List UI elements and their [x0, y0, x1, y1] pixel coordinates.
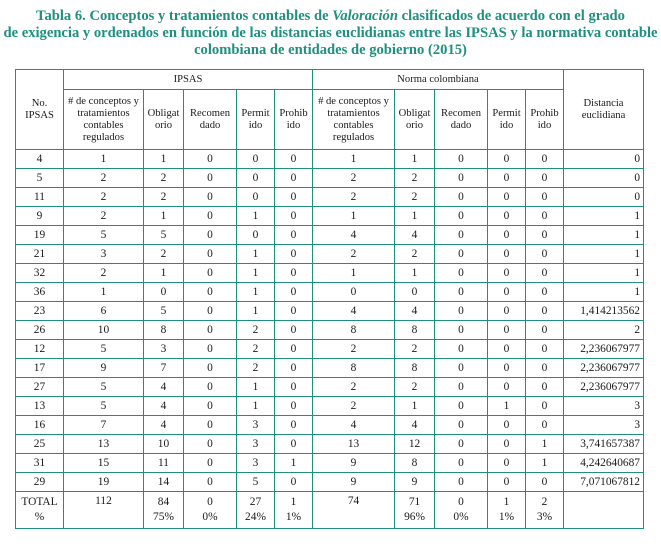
cell-ipsas-permitido: 3: [237, 435, 275, 454]
cell-norma-obligatorio: 2: [395, 245, 435, 264]
cell-ipsas-permitido: 2: [237, 340, 275, 359]
cell-ipsas-recomendado: 0: [184, 454, 237, 473]
cell-ipsas-permitido: 2: [237, 359, 275, 378]
cell-norma-permitido: 0: [488, 359, 526, 378]
cell-ipsas-recomendado: 0: [184, 169, 237, 188]
cell-norma-permitido: 1: [488, 397, 526, 416]
cell-ipsas-conceptos: 1: [64, 150, 144, 169]
cell-no-ipsas: 12: [16, 340, 64, 359]
header-ipsas-prohibido: Prohibido: [275, 90, 313, 150]
cell-norma-prohibido: 0: [526, 340, 564, 359]
cell-ipsas-prohibido: 0: [275, 397, 313, 416]
cell-ipsas-obligatorio: 1: [144, 150, 184, 169]
cell-ipsas-obligatorio: 8: [144, 321, 184, 340]
cell-ipsas-prohibido: 0: [275, 359, 313, 378]
total-ipsas-recomendado: 0 0%: [184, 492, 237, 529]
cell-no-ipsas: 19: [16, 226, 64, 245]
cell-distancia: 1: [564, 207, 644, 226]
table-row: [16, 188, 644, 207]
total-norma-permitido: 1 1%: [488, 492, 526, 529]
total-ipsas-permitido: 27 24%: [237, 492, 275, 529]
cell-distancia: 2,236067977: [564, 378, 644, 397]
cell-norma-conceptos: 4: [313, 416, 395, 435]
header-norma-obligatorio: Obligatorio: [395, 90, 435, 150]
cell-ipsas-prohibido: 0: [275, 226, 313, 245]
total-label-cell: TOTAL %: [16, 492, 64, 529]
data-table: [15, 69, 644, 529]
cell-norma-permitido: 0: [488, 473, 526, 492]
cell-norma-obligatorio: 1: [395, 264, 435, 283]
cell-no-ipsas: 27: [16, 378, 64, 397]
table-row: [16, 283, 644, 302]
cell-ipsas-recomendado: 0: [184, 226, 237, 245]
cell-ipsas-permitido: 0: [237, 188, 275, 207]
cell-ipsas-conceptos: 5: [64, 397, 144, 416]
table-row: [16, 435, 644, 454]
cell-norma-permitido: 0: [488, 264, 526, 283]
cell-distancia: 2: [564, 321, 644, 340]
cell-ipsas-recomendado: 0: [184, 397, 237, 416]
cell-ipsas-permitido: 0: [237, 150, 275, 169]
cell-norma-conceptos: 1: [313, 207, 395, 226]
total-distancia: [564, 492, 644, 529]
table-body: [16, 150, 644, 492]
cell-norma-permitido: 0: [488, 454, 526, 473]
cell-ipsas-conceptos: 10: [64, 321, 144, 340]
cell-norma-prohibido: 0: [526, 359, 564, 378]
cell-norma-prohibido: 0: [526, 378, 564, 397]
cell-norma-conceptos: 0: [313, 283, 395, 302]
cell-ipsas-obligatorio: 4: [144, 378, 184, 397]
cell-ipsas-obligatorio: 14: [144, 473, 184, 492]
total-norma-obligatorio: 71 96%: [395, 492, 435, 529]
cell-ipsas-recomendado: 0: [184, 340, 237, 359]
cell-ipsas-obligatorio: 3: [144, 340, 184, 359]
header-norma-recomendado: Recomendado: [435, 90, 488, 150]
cell-norma-recomendado: 0: [435, 454, 488, 473]
cell-distancia: 1: [564, 264, 644, 283]
cell-ipsas-recomendado: 0: [184, 188, 237, 207]
header-norma-conceptos: # de conceptos y tratamientos contables regulados: [313, 90, 395, 150]
total-row: [16, 492, 644, 529]
cell-norma-permitido: 0: [488, 226, 526, 245]
cell-norma-conceptos: 1: [313, 150, 395, 169]
cell-norma-prohibido: 0: [526, 264, 564, 283]
cell-norma-obligatorio: 1: [395, 207, 435, 226]
cell-ipsas-recomendado: 0: [184, 378, 237, 397]
caption-line-3: colombiana de entidades de gobierno (2015): [194, 42, 467, 58]
cell-ipsas-prohibido: 0: [275, 245, 313, 264]
cell-norma-permitido: 0: [488, 416, 526, 435]
cell-no-ipsas: 26: [16, 321, 64, 340]
cell-no-ipsas: 25: [16, 435, 64, 454]
cell-norma-conceptos: 4: [313, 302, 395, 321]
cell-no-ipsas: 9: [16, 207, 64, 226]
cell-norma-obligatorio: 2: [395, 340, 435, 359]
table-row: [16, 207, 644, 226]
cell-norma-recomendado: 0: [435, 264, 488, 283]
cell-no-ipsas: 32: [16, 264, 64, 283]
cell-norma-prohibido: 0: [526, 169, 564, 188]
cell-ipsas-prohibido: 0: [275, 150, 313, 169]
cell-norma-conceptos: 9: [313, 473, 395, 492]
cell-norma-recomendado: 0: [435, 378, 488, 397]
cell-ipsas-prohibido: 0: [275, 207, 313, 226]
cell-distancia: 0: [564, 188, 644, 207]
table-row: [16, 359, 644, 378]
cell-ipsas-prohibido: 0: [275, 283, 313, 302]
cell-norma-prohibido: 0: [526, 416, 564, 435]
cell-norma-prohibido: 0: [526, 321, 564, 340]
cell-ipsas-recomendado: 0: [184, 264, 237, 283]
cell-ipsas-obligatorio: 2: [144, 245, 184, 264]
cell-norma-permitido: 0: [488, 169, 526, 188]
cell-norma-conceptos: 9: [313, 454, 395, 473]
cell-norma-recomendado: 0: [435, 473, 488, 492]
cell-ipsas-conceptos: 15: [64, 454, 144, 473]
cell-distancia: 3: [564, 416, 644, 435]
total-ipsas-prohibido: 1 1%: [275, 492, 313, 529]
cell-distancia: 1,414213562: [564, 302, 644, 321]
table-row: [16, 169, 644, 188]
cell-distancia: 1: [564, 226, 644, 245]
cell-ipsas-prohibido: 0: [275, 378, 313, 397]
cell-ipsas-obligatorio: 5: [144, 226, 184, 245]
cell-norma-recomendado: 0: [435, 207, 488, 226]
cell-norma-prohibido: 0: [526, 283, 564, 302]
cell-ipsas-obligatorio: 1: [144, 264, 184, 283]
cell-distancia: 3: [564, 397, 644, 416]
header-norma-permitido: Permitido: [488, 90, 526, 150]
cell-norma-conceptos: 2: [313, 340, 395, 359]
cell-ipsas-recomendado: 0: [184, 245, 237, 264]
cell-ipsas-prohibido: 0: [275, 435, 313, 454]
cell-no-ipsas: 23: [16, 302, 64, 321]
cell-ipsas-conceptos: 5: [64, 226, 144, 245]
cell-norma-recomendado: 0: [435, 302, 488, 321]
cell-ipsas-conceptos: 5: [64, 378, 144, 397]
cell-ipsas-permitido: 1: [237, 264, 275, 283]
cell-norma-permitido: 0: [488, 150, 526, 169]
cell-norma-conceptos: 8: [313, 359, 395, 378]
cell-ipsas-obligatorio: 10: [144, 435, 184, 454]
cell-norma-recomendado: 0: [435, 321, 488, 340]
cell-distancia: 1: [564, 283, 644, 302]
cell-ipsas-permitido: 1: [237, 378, 275, 397]
cell-no-ipsas: 21: [16, 245, 64, 264]
cell-norma-prohibido: 1: [526, 435, 564, 454]
cell-norma-conceptos: 2: [313, 188, 395, 207]
cell-norma-recomendado: 0: [435, 188, 488, 207]
cell-norma-recomendado: 0: [435, 340, 488, 359]
cell-norma-obligatorio: 1: [395, 397, 435, 416]
cell-norma-obligatorio: 4: [395, 416, 435, 435]
cell-norma-prohibido: 0: [526, 245, 564, 264]
cell-no-ipsas: 36: [16, 283, 64, 302]
cell-norma-obligatorio: 4: [395, 226, 435, 245]
cell-norma-recomendado: 0: [435, 435, 488, 454]
cell-norma-obligatorio: 8: [395, 359, 435, 378]
cell-norma-conceptos: 13: [313, 435, 395, 454]
cell-ipsas-obligatorio: 4: [144, 416, 184, 435]
cell-ipsas-recomendado: 0: [184, 416, 237, 435]
cell-ipsas-permitido: 3: [237, 416, 275, 435]
cell-norma-obligatorio: 1: [395, 150, 435, 169]
cell-ipsas-recomendado: 0: [184, 359, 237, 378]
table-row: [16, 378, 644, 397]
cell-norma-recomendado: 0: [435, 226, 488, 245]
cell-norma-obligatorio: 12: [395, 435, 435, 454]
cell-ipsas-obligatorio: 11: [144, 454, 184, 473]
cell-norma-permitido: 0: [488, 207, 526, 226]
cell-ipsas-recomendado: 0: [184, 283, 237, 302]
cell-ipsas-prohibido: 0: [275, 169, 313, 188]
cell-norma-prohibido: 0: [526, 188, 564, 207]
cell-no-ipsas: 16: [16, 416, 64, 435]
cell-ipsas-obligatorio: 5: [144, 302, 184, 321]
cell-distancia: 2,236067977: [564, 359, 644, 378]
cell-norma-recomendado: 0: [435, 169, 488, 188]
cell-norma-recomendado: 0: [435, 397, 488, 416]
cell-ipsas-recomendado: 0: [184, 207, 237, 226]
cell-ipsas-permitido: 1: [237, 302, 275, 321]
cell-ipsas-obligatorio: 0: [144, 283, 184, 302]
table-row: [16, 321, 644, 340]
cell-ipsas-prohibido: 0: [275, 302, 313, 321]
caption-line-2: de exigencia y ordenados en función de las distancias euclidianas entre las IPSAS y la normativa contable: [3, 25, 658, 41]
cell-norma-obligatorio: 8: [395, 454, 435, 473]
header-no-ipsas: No. IPSAS: [16, 70, 64, 150]
cell-distancia: 4,242640687: [564, 454, 644, 473]
cell-ipsas-conceptos: 3: [64, 245, 144, 264]
cell-norma-prohibido: 0: [526, 397, 564, 416]
cell-norma-conceptos: 4: [313, 226, 395, 245]
cell-distancia: 3,741657387: [564, 435, 644, 454]
header-ipsas-group: IPSAS: [64, 70, 313, 90]
table-row: [16, 245, 644, 264]
cell-norma-recomendado: 0: [435, 245, 488, 264]
table-row: [16, 340, 644, 359]
table-row: [16, 473, 644, 492]
cell-ipsas-prohibido: 0: [275, 473, 313, 492]
header-ipsas-recomendado: Recomendado: [184, 90, 237, 150]
cell-ipsas-conceptos: 2: [64, 169, 144, 188]
cell-norma-permitido: 0: [488, 321, 526, 340]
header-norma-group: Norma colombiana: [313, 70, 564, 90]
cell-ipsas-permitido: 1: [237, 207, 275, 226]
header-ipsas-conceptos: # de conceptos y tratamientos contables regulados: [64, 90, 144, 150]
cell-norma-conceptos: 1: [313, 264, 395, 283]
cell-distancia: 0: [564, 150, 644, 169]
cell-no-ipsas: 29: [16, 473, 64, 492]
header-norma-prohibido: Prohibido: [526, 90, 564, 150]
cell-ipsas-conceptos: 2: [64, 207, 144, 226]
cell-norma-conceptos: 2: [313, 169, 395, 188]
cell-ipsas-conceptos: 19: [64, 473, 144, 492]
cell-norma-permitido: 0: [488, 188, 526, 207]
cell-ipsas-obligatorio: 4: [144, 397, 184, 416]
cell-norma-prohibido: 0: [526, 302, 564, 321]
cell-ipsas-conceptos: 7: [64, 416, 144, 435]
cell-ipsas-conceptos: 2: [64, 264, 144, 283]
cell-ipsas-recomendado: 0: [184, 473, 237, 492]
cell-norma-conceptos: 2: [313, 245, 395, 264]
table-row: [16, 264, 644, 283]
cell-norma-obligatorio: 8: [395, 321, 435, 340]
cell-ipsas-conceptos: 13: [64, 435, 144, 454]
cell-ipsas-obligatorio: 2: [144, 188, 184, 207]
cell-distancia: 2,236067977: [564, 340, 644, 359]
cell-ipsas-obligatorio: 1: [144, 207, 184, 226]
table-row: [16, 302, 644, 321]
cell-norma-conceptos: 8: [313, 321, 395, 340]
cell-norma-permitido: 0: [488, 302, 526, 321]
cell-no-ipsas: 11: [16, 188, 64, 207]
cell-no-ipsas: 4: [16, 150, 64, 169]
total-ipsas-obligatorio: 84 75%: [144, 492, 184, 529]
cell-norma-permitido: 0: [488, 340, 526, 359]
cell-ipsas-obligatorio: 2: [144, 169, 184, 188]
cell-norma-conceptos: 2: [313, 397, 395, 416]
cell-norma-permitido: 0: [488, 245, 526, 264]
cell-no-ipsas: 5: [16, 169, 64, 188]
cell-norma-permitido: 0: [488, 283, 526, 302]
total-norma-recomendado: 0 0%: [435, 492, 488, 529]
cell-norma-prohibido: 0: [526, 207, 564, 226]
cell-ipsas-recomendado: 0: [184, 302, 237, 321]
table-row: [16, 454, 644, 473]
cell-no-ipsas: 31: [16, 454, 64, 473]
cell-norma-permitido: 0: [488, 435, 526, 454]
table-row: [16, 150, 644, 169]
cell-distancia: 1: [564, 245, 644, 264]
cell-distancia: 7,071067812: [564, 473, 644, 492]
cell-norma-recomendado: 0: [435, 283, 488, 302]
cell-norma-obligatorio: 9: [395, 473, 435, 492]
cell-ipsas-permitido: 1: [237, 397, 275, 416]
cell-ipsas-recomendado: 0: [184, 150, 237, 169]
cell-ipsas-conceptos: 6: [64, 302, 144, 321]
total-ipsas-count: 112: [64, 492, 144, 529]
cell-norma-obligatorio: 0: [395, 283, 435, 302]
total-norma-prohibido: 2 3%: [526, 492, 564, 529]
header-distancia: Distancia euclidiana: [564, 70, 644, 150]
cell-ipsas-prohibido: 0: [275, 416, 313, 435]
cell-ipsas-conceptos: 1: [64, 283, 144, 302]
cell-norma-obligatorio: 4: [395, 302, 435, 321]
cell-norma-prohibido: 0: [526, 150, 564, 169]
cell-ipsas-permitido: 3: [237, 454, 275, 473]
cell-distancia: 0: [564, 169, 644, 188]
cell-ipsas-conceptos: 9: [64, 359, 144, 378]
cell-ipsas-conceptos: 2: [64, 188, 144, 207]
cell-ipsas-permitido: 0: [237, 169, 275, 188]
cell-ipsas-obligatorio: 7: [144, 359, 184, 378]
cell-norma-recomendado: 0: [435, 150, 488, 169]
cell-ipsas-permitido: 0: [237, 226, 275, 245]
cell-norma-obligatorio: 2: [395, 169, 435, 188]
cell-norma-recomendado: 0: [435, 359, 488, 378]
total-norma-count: 74: [313, 492, 395, 529]
cell-ipsas-recomendado: 0: [184, 435, 237, 454]
caption-italic: Valoración: [332, 8, 398, 24]
table-row: [16, 397, 644, 416]
header-ipsas-obligatorio: Obligatorio: [144, 90, 184, 150]
cell-norma-obligatorio: 2: [395, 188, 435, 207]
cell-ipsas-prohibido: 0: [275, 188, 313, 207]
cell-ipsas-permitido: 2: [237, 321, 275, 340]
cell-norma-prohibido: 0: [526, 473, 564, 492]
table-caption: [0, 8, 661, 59]
cell-norma-recomendado: 0: [435, 416, 488, 435]
cell-ipsas-prohibido: 0: [275, 264, 313, 283]
cell-norma-conceptos: 2: [313, 378, 395, 397]
cell-ipsas-recomendado: 0: [184, 321, 237, 340]
cell-ipsas-prohibido: 0: [275, 340, 313, 359]
cell-norma-obligatorio: 2: [395, 378, 435, 397]
cell-ipsas-permitido: 5: [237, 473, 275, 492]
cell-norma-prohibido: 0: [526, 226, 564, 245]
cell-norma-prohibido: 1: [526, 454, 564, 473]
cell-no-ipsas: 13: [16, 397, 64, 416]
caption-line-1: Tabla 6. Conceptos y tratamientos contables de Valoración clasificados de acuerdo con el grado: [36, 8, 625, 24]
table-row: [16, 226, 644, 245]
cell-no-ipsas: 17: [16, 359, 64, 378]
cell-ipsas-prohibido: 1: [275, 454, 313, 473]
table-row: [16, 416, 644, 435]
header-ipsas-permitido: Permitido: [237, 90, 275, 150]
cell-ipsas-permitido: 1: [237, 245, 275, 264]
cell-ipsas-permitido: 1: [237, 283, 275, 302]
cell-ipsas-prohibido: 0: [275, 321, 313, 340]
cell-ipsas-conceptos: 5: [64, 340, 144, 359]
cell-norma-permitido: 0: [488, 378, 526, 397]
